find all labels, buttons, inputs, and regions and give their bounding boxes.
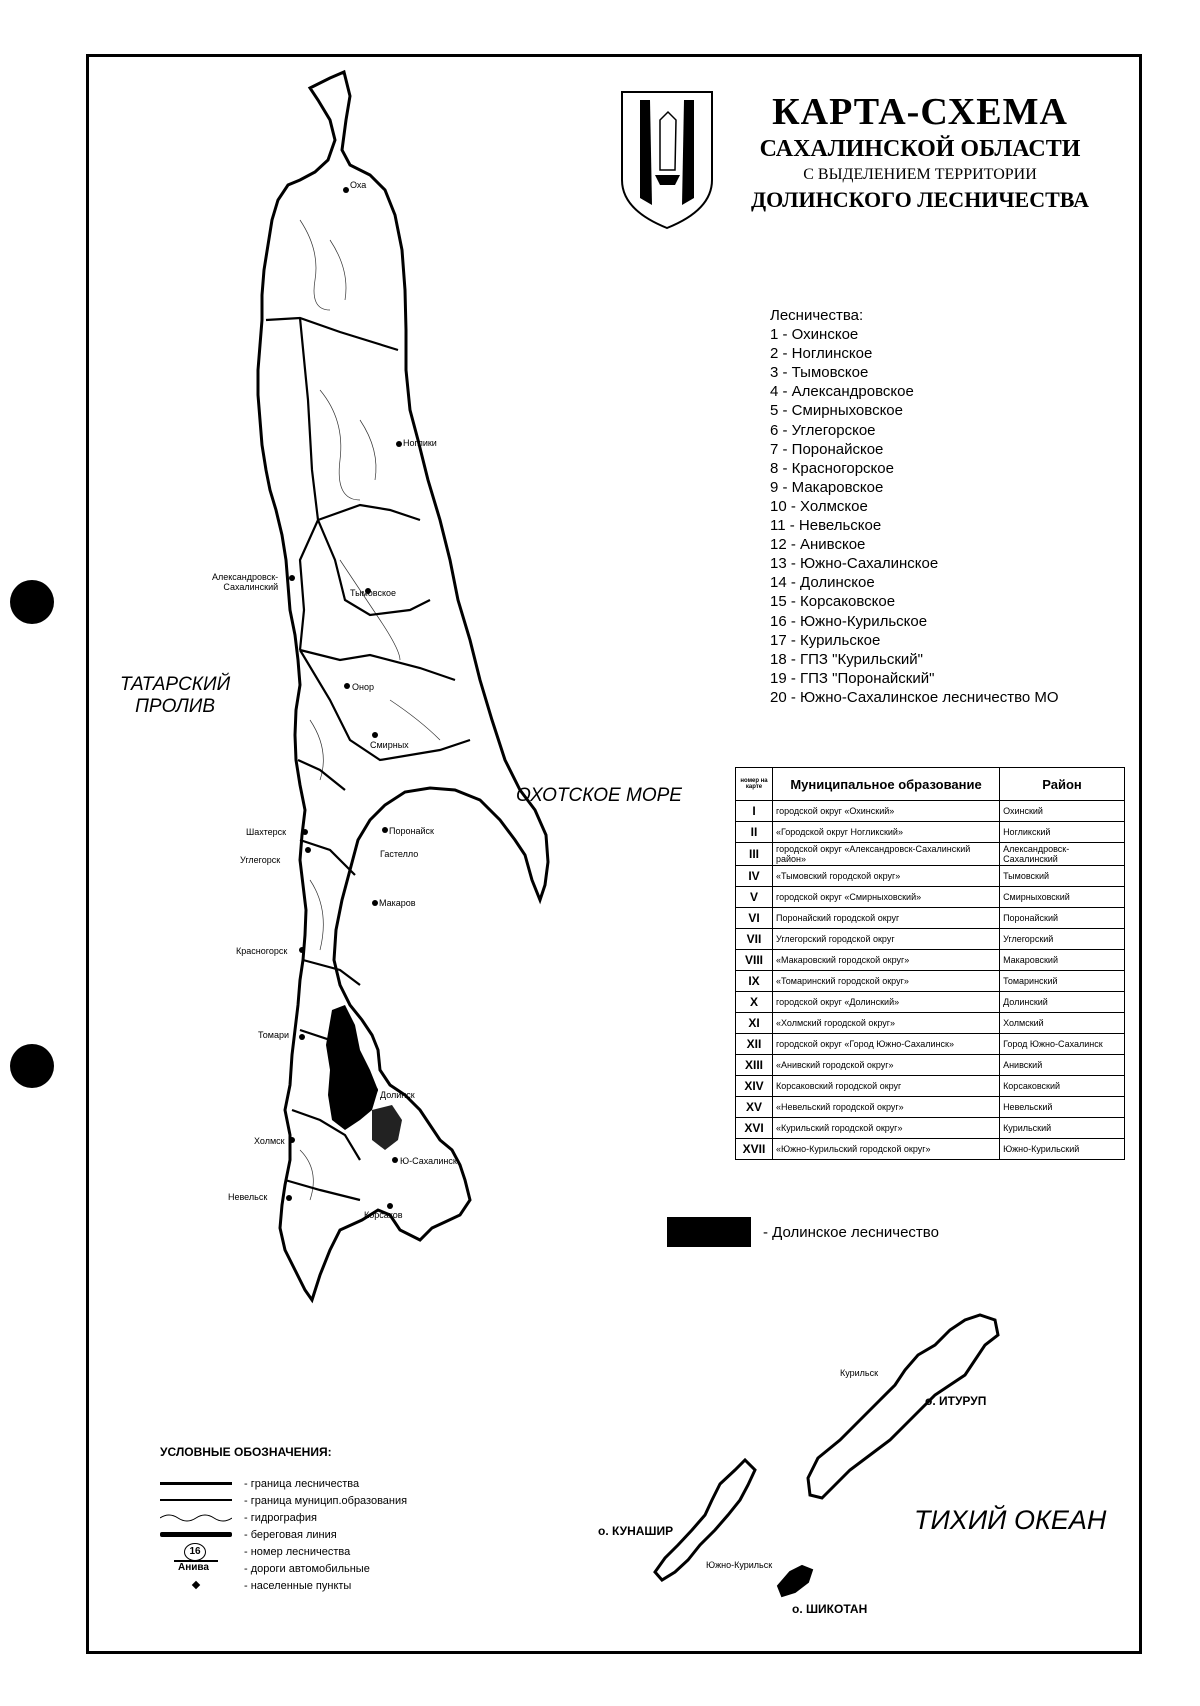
highlight-legend-label: - Долинское лесничество <box>763 1223 939 1241</box>
cell-district: Поронайский <box>1000 908 1125 929</box>
convention-label: - граница лесничества <box>244 1477 360 1490</box>
cell-district: Город Южно-Сахалинск <box>1000 1034 1125 1055</box>
place-label-line: Сахалинский <box>223 582 279 592</box>
cell-district: Охинский <box>1000 801 1125 822</box>
place-label: Долинск <box>380 1090 415 1100</box>
table-row <box>736 887 1125 908</box>
cell-municipality: «Курильский городской округ» <box>773 1118 1000 1139</box>
convention-row <box>160 1509 407 1526</box>
cell-municipality: «Южно-Курильский городской округ» <box>773 1139 1000 1160</box>
map-title: КАРТА-СХЕМА <box>772 91 1068 133</box>
header-municipality: Муниципальное образование <box>773 768 1000 801</box>
pacific-ocean-label: ТИХИЙ ОКЕАН <box>914 1505 1107 1535</box>
cell-municipality: «Анивский городской округ» <box>773 1055 1000 1076</box>
table-row <box>736 929 1125 950</box>
hydrography-symbol <box>160 1509 236 1526</box>
settlement-symbol <box>160 1577 236 1594</box>
conventions-legend <box>160 1445 407 1594</box>
place-label: Углегорск <box>240 855 281 865</box>
place-label: Шахтерск <box>246 827 287 837</box>
place-label: Курильск <box>840 1368 879 1378</box>
place-label: Тымовское <box>350 588 396 598</box>
forestry-border-symbol <box>160 1475 236 1492</box>
place-label: Южно-Курильск <box>706 1560 773 1570</box>
cell-municipality: Углегорский городской округ <box>773 929 1000 950</box>
table-row <box>736 908 1125 929</box>
cell-district: Макаровский <box>1000 950 1125 971</box>
cell-district: Южно-Курильский <box>1000 1139 1125 1160</box>
cell-municipality: городской округ «Долинский» <box>773 992 1000 1013</box>
cell-district: Тымовский <box>1000 866 1125 887</box>
forestry-item: 2 - Ноглинское <box>770 345 873 363</box>
forestry-item: 9 - Макаровское <box>770 478 884 496</box>
table-row <box>736 1139 1125 1160</box>
cell-map-number: II <box>736 822 773 843</box>
cell-municipality: городской округ «Александровск-Сахалинский район» <box>773 843 1000 866</box>
cell-municipality: «Городской округ Ногликский» <box>773 822 1000 843</box>
cell-municipality: «Холмский городской округ» <box>773 1013 1000 1034</box>
place-label: Макаров <box>379 898 416 908</box>
map-subtitle-forestry: ДОЛИНСКОГО ЛЕСНИЧЕСТВА <box>751 187 1089 212</box>
cell-district: Томаринский <box>1000 971 1125 992</box>
cell-map-number: I <box>736 801 773 822</box>
tatar-strait-line2: ПРОЛИВ <box>135 696 216 717</box>
convention-row <box>160 1492 407 1509</box>
cell-map-number: VII <box>736 929 773 950</box>
convention-label: - населенные пункты <box>244 1579 352 1592</box>
convention-row <box>160 1543 407 1560</box>
place-label: Холмск <box>254 1136 285 1146</box>
cell-map-number: III <box>736 843 773 866</box>
convention-row <box>160 1475 407 1492</box>
municipal-border-symbol <box>160 1492 236 1509</box>
table-row <box>736 801 1125 822</box>
header-district: Район <box>1000 768 1125 801</box>
table-row <box>736 1055 1125 1076</box>
convention-label: - береговая линия <box>244 1528 337 1541</box>
coastline-symbol <box>160 1526 236 1543</box>
convention-label: - гидрография <box>244 1511 317 1524</box>
municipal-table <box>735 767 1125 1160</box>
forestry-item: 11 - Невельское <box>770 517 882 535</box>
tatar-strait-label <box>120 674 230 718</box>
table-row <box>736 950 1125 971</box>
cell-municipality: «Томаринский городской округ» <box>773 971 1000 992</box>
cell-map-number: XIII <box>736 1055 773 1076</box>
forestry-item: 1 - Охинское <box>770 326 859 344</box>
cell-map-number: VI <box>736 908 773 929</box>
cell-district: Корсаковский <box>1000 1076 1125 1097</box>
convention-label: - номер лесничества <box>244 1545 351 1558</box>
place-label: Смирных <box>370 740 409 750</box>
place-label-line: Александровск- <box>212 572 279 582</box>
place-label: Невельск <box>228 1192 268 1202</box>
coat-of-arms-emblem <box>622 92 712 228</box>
table-header-row <box>736 768 1125 801</box>
forestry-number-symbol <box>160 1543 236 1560</box>
cell-map-number: XI <box>736 1013 773 1034</box>
table-row <box>736 866 1125 887</box>
sakhalin-coastline <box>258 72 548 1300</box>
dolinsk-forestry-area <box>326 1005 378 1130</box>
cell-district: Невельский <box>1000 1097 1125 1118</box>
forestry-item: 5 - Смирныховское <box>770 402 903 420</box>
cell-municipality: городской округ «Смирныховский» <box>773 887 1000 908</box>
forestries-legend <box>770 306 1059 707</box>
table-row <box>736 843 1125 866</box>
place-label: Красногорск <box>236 946 288 956</box>
dolinsk-swatch <box>667 1217 751 1247</box>
table-row <box>736 1013 1125 1034</box>
cell-map-number: IV <box>736 866 773 887</box>
place-label: Корсаков <box>364 1210 403 1220</box>
forestry-item: 12 - Анивское <box>770 536 866 554</box>
table-row <box>736 822 1125 843</box>
forestry-item: 6 - Углегорское <box>770 421 876 439</box>
forestry-item: 13 - Южно-Сахалинское <box>770 555 939 573</box>
place-label <box>212 572 278 592</box>
cell-map-number: X <box>736 992 773 1013</box>
forestry-item: 16 - Южно-Курильское <box>770 612 928 630</box>
cell-district: Александровск-Сахалинский <box>1000 843 1125 866</box>
place-label: Ноглики <box>403 438 437 448</box>
cell-district: Холмский <box>1000 1013 1125 1034</box>
cell-district: Ногликский <box>1000 822 1125 843</box>
convention-row <box>160 1577 407 1594</box>
forestry-item: 17 - Курильское <box>770 631 881 649</box>
cell-district: Курильский <box>1000 1118 1125 1139</box>
table-row <box>736 971 1125 992</box>
cell-district: Долинский <box>1000 992 1125 1013</box>
cell-district: Анивский <box>1000 1055 1125 1076</box>
highlight-legend <box>667 1217 939 1247</box>
cell-map-number: VIII <box>736 950 773 971</box>
header-map-number: номер на карте <box>736 768 773 801</box>
cell-district: Смирныховский <box>1000 887 1125 908</box>
cell-municipality: Корсаковский городской округ <box>773 1076 1000 1097</box>
forestry-item: 7 - Поронайское <box>770 440 884 458</box>
okhotsk-sea-label: ОХОТСКОЕ МОРЕ <box>516 785 682 806</box>
place-label: Оха <box>350 180 367 190</box>
cell-municipality: «Невельский городской округ» <box>773 1097 1000 1118</box>
cell-map-number: XIV <box>736 1076 773 1097</box>
table-row <box>736 1097 1125 1118</box>
convention-row <box>160 1526 407 1543</box>
forestry-item: 8 - Красногорское <box>770 459 894 477</box>
table-row <box>736 1034 1125 1055</box>
map-title-block <box>745 90 1095 214</box>
cell-map-number: XVII <box>736 1139 773 1160</box>
cell-municipality: городской округ «Город Южно-Сахалинск» <box>773 1034 1000 1055</box>
convention-row <box>160 1560 407 1577</box>
forestry-item: 19 - ГПЗ "Поронайский" <box>770 669 935 687</box>
cell-map-number: XVI <box>736 1118 773 1139</box>
road-symbol <box>160 1560 236 1577</box>
map-subtitle-region: САХАЛИНСКОЙ ОБЛАСТИ <box>759 136 1081 162</box>
convention-label: - дороги автомобильные <box>244 1562 370 1575</box>
kunashir-label: о. КУНАШИР <box>598 1524 674 1538</box>
cell-district: Углегорский <box>1000 929 1125 950</box>
place-label: Поронайск <box>389 826 434 836</box>
place-sample: Анива <box>178 1562 209 1573</box>
place-label: Онор <box>352 682 374 692</box>
forestry-number-sample: 16 <box>184 1543 206 1561</box>
forestry-item: 15 - Корсаковское <box>770 593 896 611</box>
forestry-item: 20 - Южно-Сахалинское лесничество МО <box>770 688 1059 706</box>
forestry-item: 14 - Долинское <box>770 574 875 592</box>
cell-map-number: V <box>736 887 773 908</box>
shikotan-island <box>778 1566 812 1596</box>
table-row <box>736 1076 1125 1097</box>
place-label: Ю-Сахалинск <box>400 1156 457 1166</box>
municipal-table-body <box>736 801 1125 1160</box>
table-row <box>736 1118 1125 1139</box>
forestry-item: 10 - Холмское <box>770 497 868 515</box>
tatar-strait-line1: ТАТАРСКИЙ <box>120 674 231 695</box>
forestry-item: 3 - Тымовское <box>770 364 869 382</box>
rivers <box>300 220 440 1200</box>
table-row <box>736 992 1125 1013</box>
map-subtitle-note: С ВЫДЕЛЕНИЕМ ТЕРРИТОРИИ <box>803 166 1037 183</box>
cell-map-number: XV <box>736 1097 773 1118</box>
shikotan-label: о. ШИКОТАН <box>792 1602 868 1616</box>
cell-map-number: XII <box>736 1034 773 1055</box>
convention-label: - граница муницип.образования <box>244 1494 408 1507</box>
cell-map-number: IX <box>736 971 773 992</box>
forestries-heading: Лесничества: <box>770 307 864 324</box>
place-label: Томари <box>258 1030 290 1040</box>
cell-municipality: «Макаровский городской округ» <box>773 950 1000 971</box>
cell-municipality: Поронайский городской округ <box>773 908 1000 929</box>
conventions-heading: УСЛОВНЫЕ ОБОЗНАЧЕНИЯ: <box>160 1445 332 1459</box>
forestry-item: 18 - ГПЗ "Курильский" <box>770 650 923 668</box>
place-label: Гастелло <box>380 849 419 859</box>
cell-municipality: городской округ «Охинский» <box>773 801 1000 822</box>
iturup-label: о. ИТУРУП <box>925 1394 987 1408</box>
dolinsk-forestry-area-2 <box>372 1105 402 1150</box>
cell-municipality: «Тымовский городской округ» <box>773 866 1000 887</box>
forestry-item: 4 - Александровское <box>770 383 914 401</box>
